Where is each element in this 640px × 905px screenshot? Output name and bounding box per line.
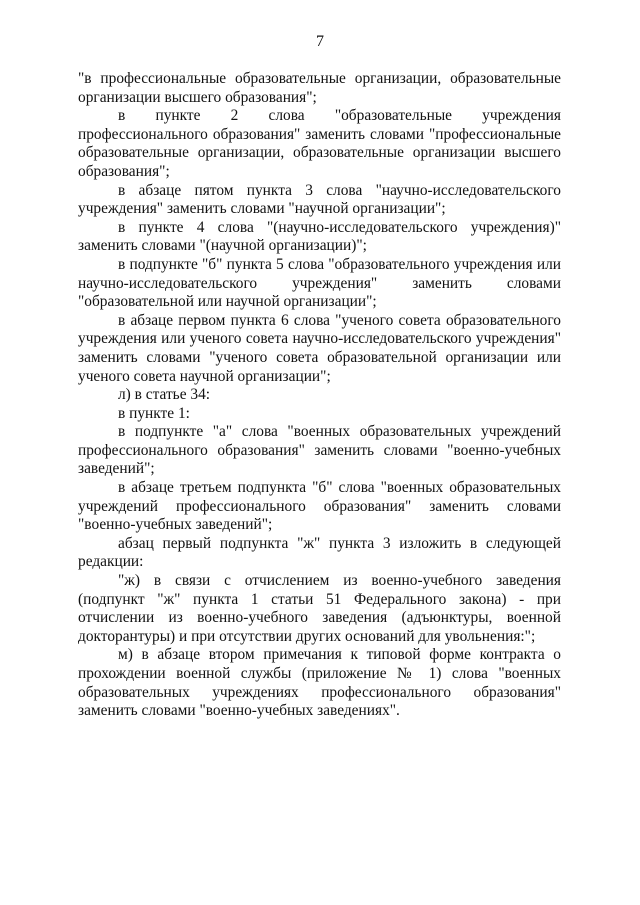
paragraph-item: в пункте 2 слова "образовательные учреждения профессионального образования" заменить словами "профессиональные образовательные организации, образовательные организации высшего образования"; [78, 107, 561, 180]
paragraph-item: в абзаце первом пункта 6 слова "ученого совета образовательного учреждения или ученого совета научно-исследовательского учреждения" заменить словами "ученого совета образовательной организации или ученого совета научной организации"; [78, 311, 561, 385]
paragraph-item: в пункте 1: [118, 404, 190, 422]
paragraph-item: в подпункте "а" слова "военных образовательных учреждений профессионального образования" заменить словами "военно-учебных заведений"; [78, 423, 561, 478]
paragraph-item: л) в статье 34: [118, 386, 211, 404]
paragraph-item: в абзаце пятом пункта 3 слова "научно-исследовательского учреждения" заменить словами "научной организации"; [78, 181, 561, 218]
document-body [78, 70, 561, 721]
paragraph-continuation: "в профессиональные образовательные организации, образовательные организации высшего образования"; [78, 70, 561, 106]
paragraph-item: абзац первый подпункта "ж" пункта 3 изложить в следующей редакции: [78, 534, 561, 571]
paragraph-item: в пункте 4 слова "(научно-исследовательского учреждения)" заменить словами "(научной организации)"; [78, 218, 561, 255]
paragraph-item: м) в абзаце втором примечания к типовой форме контракта о прохождении военной службы (приложение № 1) слова "военных образовательных учреждениях профессионального образования" заменить словами "военно-учебных заведениях". [78, 646, 561, 720]
page-number: 7 [316, 33, 324, 50]
paragraph-item: "ж) в связи с отчислением из военно-учебного заведения (подпункт "ж" пункта 1 статьи 51 Федерального закона) - при отчислении из военно-учебного заведения (адъюнктуры, военной докторантуры) и при отсутствии других оснований для увольнения:"; [78, 572, 561, 645]
paragraph-item: в абзаце третьем подпункта "б" слова "военных образовательных учреждений профессионального образования" заменить словами "военно-учебных заведений"; [78, 479, 561, 534]
paragraph-item: в подпункте "б" пункта 5 слова "образовательного учреждения или научно-исследовательского учреждения" заменить словами "образовательной или научной организации"; [78, 255, 561, 311]
